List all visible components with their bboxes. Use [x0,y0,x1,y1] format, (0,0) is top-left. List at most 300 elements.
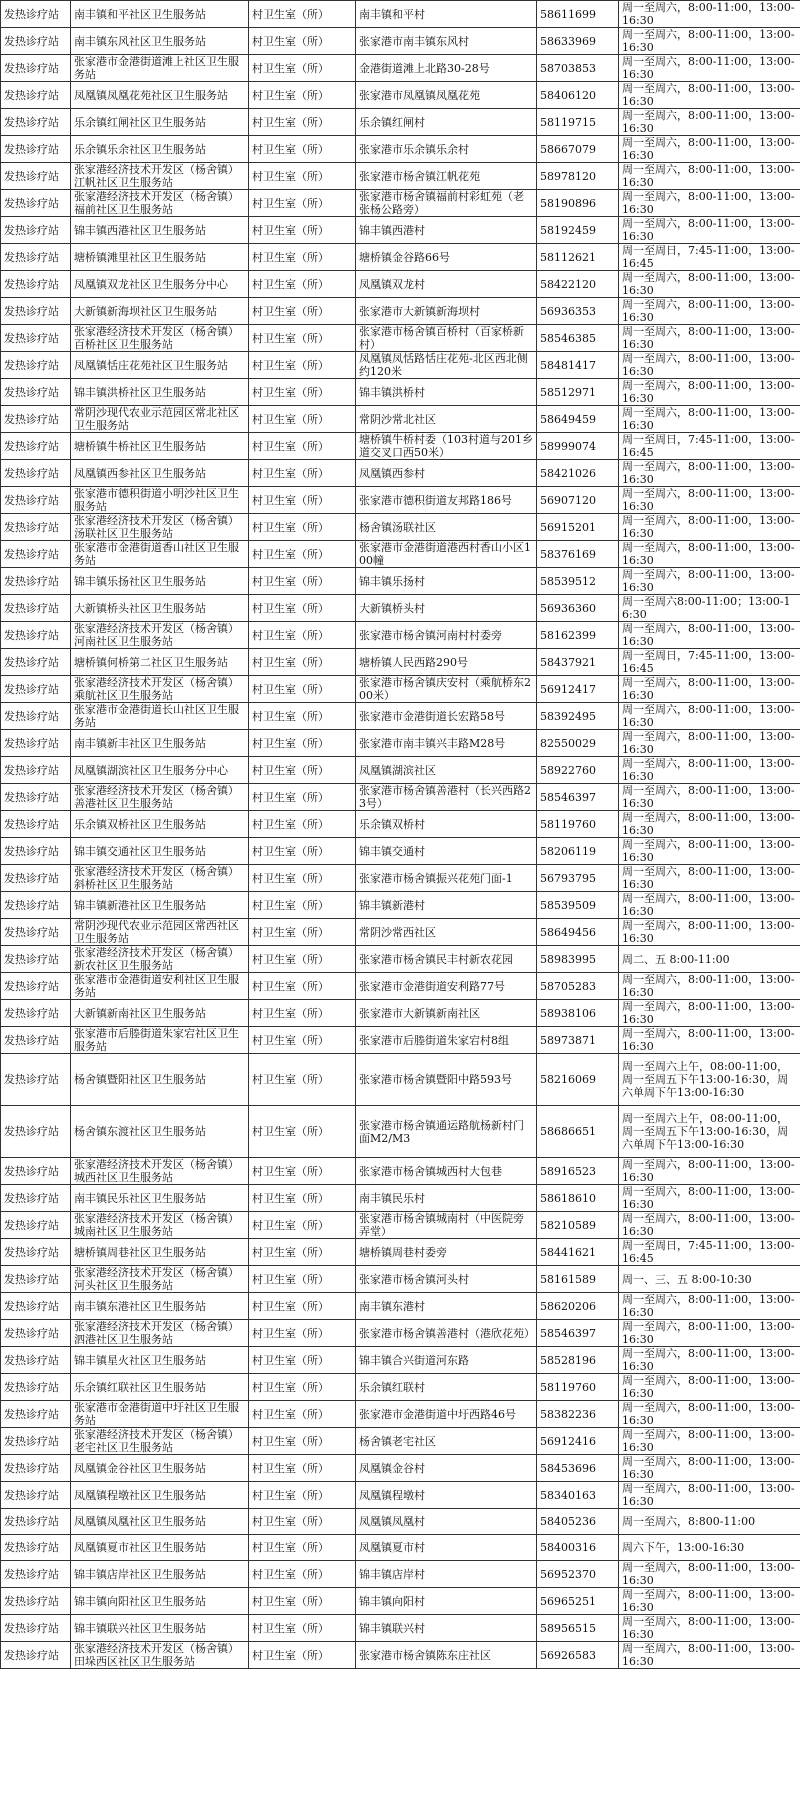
cell-address: 张家港市乐余镇乐余村 [356,136,537,163]
cell-type: 发热诊疗站 [1,433,71,460]
table-row [1,1561,800,1588]
cell-name: 杨舍镇东渡社区卫生服务站 [71,1106,249,1158]
cell-address: 南丰镇和平村 [356,1,537,28]
cell-phone: 56926583 [537,1642,619,1669]
cell-type: 发热诊疗站 [1,1347,71,1374]
cell-type: 发热诊疗站 [1,514,71,541]
cell-level: 村卫生室（所） [249,28,356,55]
cell-type: 发热诊疗站 [1,1054,71,1106]
cell-level: 村卫生室（所） [249,919,356,946]
table-row [1,1642,800,1669]
cell-name: 乐余镇红联社区卫生服务站 [71,1374,249,1401]
cell-phone: 56936353 [537,298,619,325]
table-row [1,514,800,541]
cell-type: 发热诊疗站 [1,163,71,190]
cell-type: 发热诊疗站 [1,325,71,352]
cell-hours: 周一至周日，7:45-11:00，13:00-16:45 [619,244,800,271]
cell-hours: 周一至周六，8:00-11:00，13:00-16:30 [619,1185,800,1212]
cell-phone: 58422120 [537,271,619,298]
cell-hours: 周一至周六，8:00-11:00，13:00-16:30 [619,838,800,865]
cell-hours: 周一至周六，8:00-11:00，13:00-16:30 [619,82,800,109]
cell-level: 村卫生室（所） [249,622,356,649]
table-row [1,622,800,649]
cell-level: 村卫生室（所） [249,1401,356,1428]
cell-address: 锦丰镇洪桥村 [356,379,537,406]
cell-type: 发热诊疗站 [1,1561,71,1588]
cell-level: 村卫生室（所） [249,649,356,676]
table-row [1,703,800,730]
cell-hours: 周一至周六，8:00-11:00，13:00-16:30 [619,325,800,352]
table-row [1,568,800,595]
cell-name: 大新镇桥头社区卫生服务站 [71,595,249,622]
cell-hours: 周一至周六，8:00-11:00，13:00-16:30 [619,1293,800,1320]
cell-phone: 58611699 [537,1,619,28]
table-row [1,676,800,703]
cell-type: 发热诊疗站 [1,1158,71,1185]
cell-address: 凤凰镇夏市村 [356,1535,537,1561]
cell-phone: 58441621 [537,1239,619,1266]
cell-type: 发热诊疗站 [1,784,71,811]
cell-level: 村卫生室（所） [249,217,356,244]
cell-type: 发热诊疗站 [1,82,71,109]
table-row [1,433,800,460]
cell-phone: 58938106 [537,1000,619,1027]
cell-level: 村卫生室（所） [249,1293,356,1320]
cell-level: 村卫生室（所） [249,892,356,919]
cell-name: 张家港市德积街道小明沙社区卫生服务站 [71,487,249,514]
cell-hours: 周一至周六，8:00-11:00，13:00-16:30 [619,1615,800,1642]
cell-address: 张家港市金港街道中圩西路46号 [356,1401,537,1428]
cell-hours: 周一至周六上午，08:00-11:00，周一至周五下午13:00-16:30，周六单周下午13:00-16:30 [619,1054,800,1106]
cell-level: 村卫生室（所） [249,946,356,973]
cell-phone: 56936360 [537,595,619,622]
table-row [1,730,800,757]
cell-address: 张家港市南丰镇兴丰路M28号 [356,730,537,757]
table-row [1,1239,800,1266]
cell-type: 发热诊疗站 [1,28,71,55]
cell-name: 大新镇新海坝社区卫生服务站 [71,298,249,325]
cell-phone: 58406120 [537,82,619,109]
cell-level: 村卫生室（所） [249,1212,356,1239]
cell-name: 南丰镇和平社区卫生服务站 [71,1,249,28]
cell-phone: 58703853 [537,55,619,82]
cell-name: 南丰镇东港社区卫生服务站 [71,1293,249,1320]
cell-address: 张家港市杨舍镇暨阳中路593号 [356,1054,537,1106]
cell-hours: 周一至周六，8:00-11:00，13:00-16:30 [619,1401,800,1428]
cell-type: 发热诊疗站 [1,1106,71,1158]
cell-name: 大新镇新南社区卫生服务站 [71,1000,249,1027]
cell-type: 发热诊疗站 [1,406,71,433]
cell-type: 发热诊疗站 [1,1212,71,1239]
cell-level: 村卫生室（所） [249,1158,356,1185]
cell-phone: 58546397 [537,784,619,811]
cell-type: 发热诊疗站 [1,1239,71,1266]
table-row [1,136,800,163]
cell-type: 发热诊疗站 [1,1455,71,1482]
cell-hours: 周一至周六，8:00-11:00，13:00-16:30 [619,703,800,730]
cell-address: 锦丰镇西港村 [356,217,537,244]
cell-name: 锦丰镇店岸社区卫生服务站 [71,1561,249,1588]
cell-phone: 58686651 [537,1106,619,1158]
table-row [1,811,800,838]
cell-type: 发热诊疗站 [1,1482,71,1509]
cell-level: 村卫生室（所） [249,460,356,487]
cell-hours: 周一至周六，8:00-11:00，13:00-16:30 [619,568,800,595]
cell-level: 村卫生室（所） [249,1185,356,1212]
cell-hours: 周一至周六，8:00-11:00，13:00-16:30 [619,1158,800,1185]
cell-level: 村卫生室（所） [249,163,356,190]
table-row [1,1320,800,1347]
cell-hours: 周一至周六，8:00-11:00，13:00-16:30 [619,460,800,487]
table-row [1,865,800,892]
cell-name: 张家港市金港街道香山社区卫生服务站 [71,541,249,568]
cell-name: 南丰镇东风社区卫生服务站 [71,28,249,55]
cell-address: 凤凰镇西参村 [356,460,537,487]
table-row [1,1509,800,1535]
table-row [1,190,800,217]
cell-hours: 周一至周日，7:45-11:00，13:00-16:45 [619,649,800,676]
cell-address: 锦丰镇交通村 [356,838,537,865]
cell-name: 张家港市后塍街道朱家宕社区卫生服务站 [71,1027,249,1054]
cell-address: 乐余镇红联村 [356,1374,537,1401]
cell-phone: 58618610 [537,1185,619,1212]
cell-address: 常阴沙常西社区 [356,919,537,946]
cell-hours: 周一至周六，8:00-11:00，13:00-16:30 [619,1027,800,1054]
cell-name: 张家港经济技术开发区（杨舍镇）老宅社区卫生服务站 [71,1428,249,1455]
cell-type: 发热诊疗站 [1,1,71,28]
table-row [1,1588,800,1615]
cell-name: 塘桥镇牛桥社区卫生服务站 [71,433,249,460]
cell-hours: 周一至周六，8:00-11:00，13:00-16:30 [619,487,800,514]
cell-hours: 周一至周六8:00-11:00；13:00-16:30 [619,595,800,622]
cell-hours: 周一至周六，8:00-11:00，13:00-16:30 [619,406,800,433]
cell-address: 张家港市德积街道友邦路186号 [356,487,537,514]
cell-type: 发热诊疗站 [1,298,71,325]
cell-address: 张家港市杨舍镇福前村彩虹苑（老张杨公路旁） [356,190,537,217]
cell-phone: 58983995 [537,946,619,973]
cell-phone: 58340163 [537,1482,619,1509]
cell-name: 凤凰镇西参社区卫生服务站 [71,460,249,487]
cell-hours: 周一至周六，8:00-11:00，13:00-16:30 [619,1455,800,1482]
cell-type: 发热诊疗站 [1,1401,71,1428]
table-row [1,379,800,406]
cell-address: 张家港市杨舍镇庆安村（乘航桥东200米） [356,676,537,703]
cell-address: 张家港市杨舍镇陈东庄社区 [356,1642,537,1669]
cell-address: 张家港市杨舍镇善港村（港欣花苑） [356,1320,537,1347]
cell-phone: 58539509 [537,892,619,919]
cell-phone: 58546385 [537,325,619,352]
clinic-table-body [1,1,800,1669]
cell-type: 发热诊疗站 [1,946,71,973]
cell-level: 村卫生室（所） [249,325,356,352]
cell-address: 张家港市杨舍镇善港村（长兴西路23号） [356,784,537,811]
table-row [1,1347,800,1374]
cell-type: 发热诊疗站 [1,136,71,163]
cell-type: 发热诊疗站 [1,1027,71,1054]
cell-level: 村卫生室（所） [249,1054,356,1106]
table-row [1,1615,800,1642]
cell-name: 张家港经济技术开发区（杨舍镇）善港社区卫生服务站 [71,784,249,811]
cell-phone: 82550029 [537,730,619,757]
cell-name: 张家港经济技术开发区（杨舍镇）新农社区卫生服务站 [71,946,249,973]
cell-address: 张家港市大新镇新海坝村 [356,298,537,325]
cell-phone: 58119760 [537,811,619,838]
cell-address: 张家港市金港街道长宏路58号 [356,703,537,730]
cell-hours: 周一至周六，8:00-11:00，13:00-16:30 [619,1347,800,1374]
cell-phone: 58916523 [537,1158,619,1185]
table-row [1,1106,800,1158]
cell-phone: 58119760 [537,1374,619,1401]
cell-hours: 周一至周六，8:00-11:00，13:00-16:30 [619,757,800,784]
table-row [1,1535,800,1561]
cell-address: 张家港市杨舍镇民丰村新农花园 [356,946,537,973]
table-row [1,352,800,379]
table-row [1,541,800,568]
cell-name: 张家港市金港街道长山社区卫生服务站 [71,703,249,730]
cell-level: 村卫生室（所） [249,865,356,892]
cell-level: 村卫生室（所） [249,1000,356,1027]
table-row [1,1266,800,1293]
cell-type: 发热诊疗站 [1,352,71,379]
cell-address: 塘桥镇人民西路290号 [356,649,537,676]
table-row [1,1,800,28]
cell-name: 锦丰镇西港社区卫生服务站 [71,217,249,244]
cell-hours: 周一至周六，8:00-11:00，13:00-16:30 [619,676,800,703]
cell-address: 常阴沙常北社区 [356,406,537,433]
table-row [1,1455,800,1482]
cell-level: 村卫生室（所） [249,271,356,298]
cell-phone: 58633969 [537,28,619,55]
cell-address: 大新镇桥头村 [356,595,537,622]
table-row [1,784,800,811]
table-row [1,973,800,1000]
cell-address: 张家港市金港街道安利路77号 [356,973,537,1000]
cell-name: 张家港经济技术开发区（杨舍镇）百桥社区卫生服务站 [71,325,249,352]
cell-phone: 58922760 [537,757,619,784]
cell-level: 村卫生室（所） [249,1374,356,1401]
cell-type: 发热诊疗站 [1,568,71,595]
cell-hours: 周一、三、五 8:00-10:30 [619,1266,800,1293]
cell-hours: 周一至周六，8:00-11:00，13:00-16:30 [619,919,800,946]
cell-level: 村卫生室（所） [249,82,356,109]
cell-hours: 周一至周六，8:800-11:00 [619,1509,800,1535]
cell-type: 发热诊疗站 [1,217,71,244]
table-row [1,163,800,190]
cell-level: 村卫生室（所） [249,244,356,271]
cell-phone: 58999074 [537,433,619,460]
cell-address: 塘桥镇金谷路66号 [356,244,537,271]
cell-type: 发热诊疗站 [1,1535,71,1561]
cell-address: 锦丰镇联兴村 [356,1615,537,1642]
cell-type: 发热诊疗站 [1,1428,71,1455]
cell-address: 乐余镇红闸村 [356,109,537,136]
cell-name: 塘桥镇周巷社区卫生服务站 [71,1239,249,1266]
cell-type: 发热诊疗站 [1,1320,71,1347]
cell-hours: 周一至周日，7:45-11:00，13:00-16:45 [619,433,800,460]
cell-hours: 周一至周六，8:00-11:00，13:00-16:30 [619,1212,800,1239]
cell-type: 发热诊疗站 [1,541,71,568]
cell-phone: 58539512 [537,568,619,595]
cell-type: 发热诊疗站 [1,1000,71,1027]
table-row [1,217,800,244]
cell-type: 发热诊疗站 [1,1509,71,1535]
table-row [1,1185,800,1212]
cell-name: 凤凰镇湖滨社区卫生服务分中心 [71,757,249,784]
cell-level: 村卫生室（所） [249,1588,356,1615]
cell-level: 村卫生室（所） [249,487,356,514]
cell-phone: 58112621 [537,244,619,271]
table-row [1,1054,800,1106]
cell-name: 乐余镇双桥社区卫生服务站 [71,811,249,838]
cell-level: 村卫生室（所） [249,811,356,838]
cell-name: 凤凰镇恬庄花苑社区卫生服务站 [71,352,249,379]
cell-type: 发热诊疗站 [1,703,71,730]
cell-name: 凤凰镇凤凰社区卫生服务站 [71,1509,249,1535]
cell-hours: 周一至周六，8:00-11:00，13:00-16:30 [619,217,800,244]
cell-type: 发热诊疗站 [1,1185,71,1212]
cell-name: 锦丰镇交通社区卫生服务站 [71,838,249,865]
cell-phone: 58956515 [537,1615,619,1642]
cell-level: 村卫生室（所） [249,568,356,595]
cell-phone: 58119715 [537,109,619,136]
cell-phone: 58216069 [537,1054,619,1106]
cell-address: 塘桥镇牛桥村委（103村道与201乡道交叉口西50米） [356,433,537,460]
cell-name: 凤凰镇金谷社区卫生服务站 [71,1455,249,1482]
cell-type: 发热诊疗站 [1,811,71,838]
cell-phone: 56912417 [537,676,619,703]
table-row [1,1482,800,1509]
cell-type: 发热诊疗站 [1,1293,71,1320]
cell-name: 张家港经济技术开发区（杨舍镇）城南社区卫生服务站 [71,1212,249,1239]
table-row [1,1401,800,1428]
cell-name: 锦丰镇联兴社区卫生服务站 [71,1615,249,1642]
cell-type: 发热诊疗站 [1,109,71,136]
table-row [1,460,800,487]
cell-address: 锦丰镇新港村 [356,892,537,919]
cell-name: 张家港经济技术开发区（杨舍镇）江帆社区卫生服务站 [71,163,249,190]
cell-level: 村卫生室（所） [249,379,356,406]
cell-address: 凤凰镇凤凰村 [356,1509,537,1535]
cell-level: 村卫生室（所） [249,109,356,136]
cell-name: 塘桥镇滩里社区卫生服务站 [71,244,249,271]
cell-phone: 56907120 [537,487,619,514]
table-row [1,919,800,946]
cell-level: 村卫生室（所） [249,352,356,379]
cell-phone: 58620206 [537,1293,619,1320]
cell-address: 锦丰镇合兴街道河东路 [356,1347,537,1374]
cell-phone: 58453696 [537,1455,619,1482]
cell-phone: 58546397 [537,1320,619,1347]
cell-address: 乐余镇双桥村 [356,811,537,838]
cell-name: 常阴沙现代农业示范园区常北社区卫生服务站 [71,406,249,433]
cell-address: 南丰镇东港村 [356,1293,537,1320]
cell-phone: 58649459 [537,406,619,433]
cell-level: 村卫生室（所） [249,406,356,433]
cell-name: 张家港经济技术开发区（杨舍镇）福前社区卫生服务站 [71,190,249,217]
cell-hours: 周一至周六，8:00-11:00，13:00-16:30 [619,352,800,379]
cell-hours: 周一至周六，8:00-11:00，13:00-16:30 [619,1374,800,1401]
table-row [1,838,800,865]
cell-phone: 58376169 [537,541,619,568]
table-row [1,1027,800,1054]
cell-name: 凤凰镇凤凰花苑社区卫生服务站 [71,82,249,109]
cell-name: 凤凰镇程墩社区卫生服务站 [71,1482,249,1509]
cell-phone: 56952370 [537,1561,619,1588]
cell-level: 村卫生室（所） [249,541,356,568]
cell-address: 凤凰镇凤恬路恬庄花苑-北区西北侧约120米 [356,352,537,379]
cell-level: 村卫生室（所） [249,784,356,811]
cell-level: 村卫生室（所） [249,298,356,325]
cell-address: 张家港市后塍街道朱家宕村8组 [356,1027,537,1054]
cell-level: 村卫生室（所） [249,730,356,757]
cell-hours: 周一至周六，8:00-11:00，13:00-16:30 [619,865,800,892]
cell-name: 张家港经济技术开发区（杨舍镇）城西社区卫生服务站 [71,1158,249,1185]
cell-address: 张家港市南丰镇东风村 [356,28,537,55]
cell-level: 村卫生室（所） [249,838,356,865]
cell-hours: 周一至周六，8:00-11:00，13:00-16:30 [619,1320,800,1347]
cell-name: 锦丰镇星火社区卫生服务站 [71,1347,249,1374]
cell-type: 发热诊疗站 [1,622,71,649]
cell-type: 发热诊疗站 [1,919,71,946]
table-row [1,946,800,973]
cell-name: 张家港经济技术开发区（杨舍镇）田垛西区社区卫生服务站 [71,1642,249,1669]
cell-phone: 58528196 [537,1347,619,1374]
cell-level: 村卫生室（所） [249,55,356,82]
cell-type: 发热诊疗站 [1,1588,71,1615]
cell-level: 村卫生室（所） [249,1239,356,1266]
cell-name: 常阴沙现代农业示范园区常西社区卫生服务站 [71,919,249,946]
cell-name: 张家港市金港街道滩上社区卫生服务站 [71,55,249,82]
cell-hours: 周一至周六，8:00-11:00，13:00-16:30 [619,55,800,82]
cell-level: 村卫生室（所） [249,1509,356,1535]
cell-level: 村卫生室（所） [249,1561,356,1588]
cell-level: 村卫生室（所） [249,136,356,163]
table-row [1,325,800,352]
cell-hours: 周一至周六，8:00-11:00，13:00-16:30 [619,1,800,28]
cell-hours: 周一至周六，8:00-11:00，13:00-16:30 [619,622,800,649]
cell-level: 村卫生室（所） [249,1266,356,1293]
cell-hours: 周一至周六，8:00-11:00，13:00-16:30 [619,1000,800,1027]
cell-hours: 周一至周六，8:00-11:00，13:00-16:30 [619,109,800,136]
cell-type: 发热诊疗站 [1,1266,71,1293]
cell-hours: 周一至周六，8:00-11:00，13:00-16:30 [619,541,800,568]
cell-name: 锦丰镇新港社区卫生服务站 [71,892,249,919]
cell-level: 村卫生室（所） [249,703,356,730]
cell-hours: 周一至周六，8:00-11:00，13:00-16:30 [619,379,800,406]
cell-hours: 周一至周六，8:00-11:00，13:00-16:30 [619,514,800,541]
cell-address: 锦丰镇店岸村 [356,1561,537,1588]
cell-address: 张家港市凤凰镇凤凰花苑 [356,82,537,109]
cell-hours: 周一至周六，8:00-11:00，13:00-16:30 [619,973,800,1000]
cell-address: 凤凰镇双龙村 [356,271,537,298]
cell-hours: 周一至周六，8:00-11:00，13:00-16:30 [619,784,800,811]
cell-phone: 58206119 [537,838,619,865]
cell-type: 发热诊疗站 [1,244,71,271]
cell-address: 张家港市杨舍镇江帆花苑 [356,163,537,190]
cell-address: 杨舍镇老宅社区 [356,1428,537,1455]
table-row [1,1374,800,1401]
cell-address: 凤凰镇程墩村 [356,1482,537,1509]
cell-address: 张家港市杨舍镇振兴花苑门面-1 [356,865,537,892]
cell-hours: 周一至周六，8:00-11:00，13:00-16:30 [619,190,800,217]
cell-name: 张家港经济技术开发区（杨舍镇）河南社区卫生服务站 [71,622,249,649]
table-row [1,1293,800,1320]
cell-hours: 周一至周六，8:00-11:00，13:00-16:30 [619,1588,800,1615]
table-row [1,28,800,55]
cell-hours: 周一至周六，8:00-11:00，13:00-16:30 [619,730,800,757]
cell-name: 杨舍镇暨阳社区卫生服务站 [71,1054,249,1106]
cell-level: 村卫生室（所） [249,1347,356,1374]
